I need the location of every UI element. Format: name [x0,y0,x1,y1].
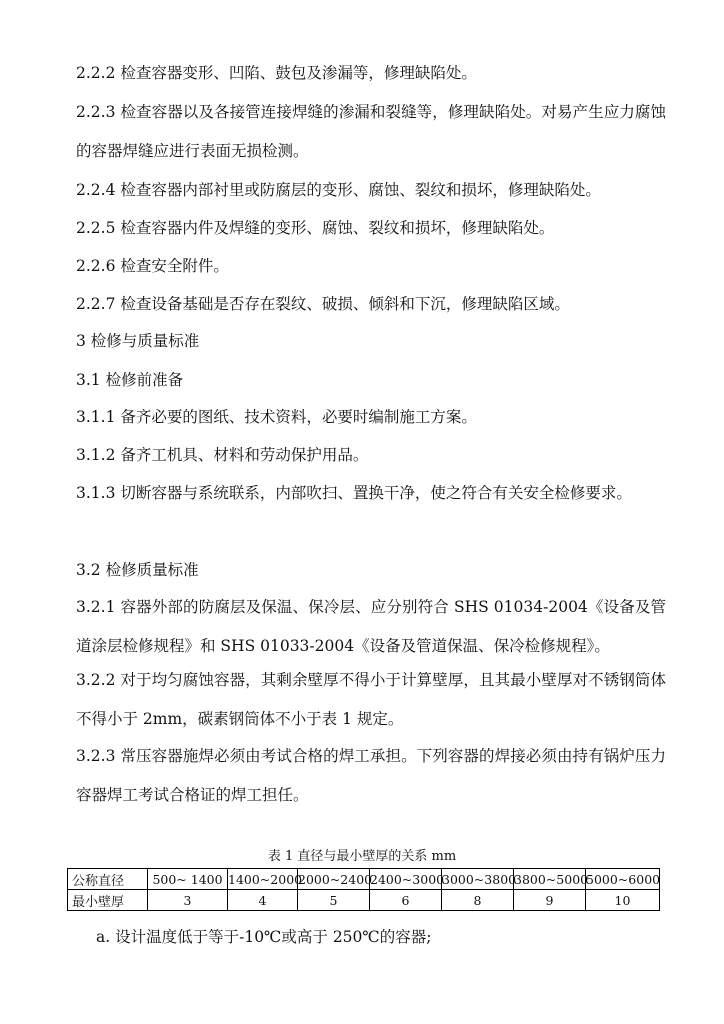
paragraph-3-1-2: 3.1.2 备齐工机具、材料和劳动保护用品。 [76,446,369,464]
paragraph-3-2-2: 3.2.2 对于均匀腐蚀容器，其剩余壁厚不得小于计算壁厚，且其最小壁厚对不锈钢筒体不得小于 2mm，碳素钢筒体不小于表 1 规定。 [76,671,666,728]
list-item-a: a. 设计温度低于等于-10℃或高于 250℃的容器; [96,928,432,946]
paragraph-2-2-5: 2.2.5 检查容器内件及焊缝的变形、腐蚀、裂纹和损坏，修理缺陷处。 [76,219,555,237]
table-cell: 10 [586,890,660,911]
paragraph-2-2-2: 2.2.2 检查容器变形、凹陷、鼓包及渗漏等，修理缺陷处。 [76,64,477,82]
table-row-header: 最小壁厚 [68,890,148,911]
paragraph-3-2-3: 3.2.3 常压容器施焊必须由考试合格的焊工承担。下列容器的焊接必须由持有锅炉压力容器焊工考试合格证的焊工担任。 [76,747,666,804]
table-cell: 8 [442,890,514,911]
table-row [68,869,660,890]
table-cell: 4 [228,890,298,911]
paragraph-2-2-7: 2.2.7 检查设备基础是否存在裂纹、破损、倾斜和下沉，修理缺陷区域。 [76,295,570,313]
paragraph-3-1-3: 3.1.3 切断容器与系统联系，内部吹扫、置换干净，使之符合有关安全检修要求。 [76,484,632,502]
paragraph-2-2-6: 2.2.6 检查安全附件。 [76,257,229,275]
paragraph-3-2-1: 3.2.1 容器外部的防腐层及保温、保冷层、应分别符合 SHS 01034-2004《设备及管道涂层检修规程》和 SHS 01033-2004《设备及管道保温、保冷检修规程》。 [76,598,666,655]
table-cell: 1400~2000 [228,869,298,890]
paragraph-3-1-1: 3.1.1 备齐必要的图纸、技术资料，必要时编制施工方案。 [76,408,477,426]
section-heading-3-2: 3.2 检修质量标准 [76,561,199,579]
table-cell: 5000~6000 [586,869,660,890]
table-cell: 2400~3000 [370,869,442,890]
table-row-header: 公称直径 [68,869,148,890]
table-cell: 3 [148,890,228,911]
table-cell: 3000~3800 [442,869,514,890]
table-cell: 6 [370,890,442,911]
table-cell: 500~ 1400 [148,869,228,890]
diameter-thickness-table [67,868,660,911]
paragraph-2-2-3: 2.2.3 检查容器以及各接管连接焊缝的渗漏和裂缝等，修理缺陷处。对易产生应力腐蚀的容器焊缝应进行表面无损检测。 [76,103,666,160]
table-cell: 9 [514,890,586,911]
paragraph-2-2-4: 2.2.4 检查容器内部衬里或防腐层的变形、腐蚀、裂纹和损坏，修理缺陷处。 [76,181,601,199]
section-heading-3: 3 检修与质量标准 [76,332,200,350]
table-title: 表 1 直径与最小壁厚的关系 mm [267,849,457,864]
table-cell: 5 [298,890,370,911]
section-heading-3-1: 3.1 检修前准备 [76,371,184,389]
table-cell: 2000~2400 [298,869,370,890]
table-cell: 3800~5000 [514,869,586,890]
table-row [68,890,660,911]
